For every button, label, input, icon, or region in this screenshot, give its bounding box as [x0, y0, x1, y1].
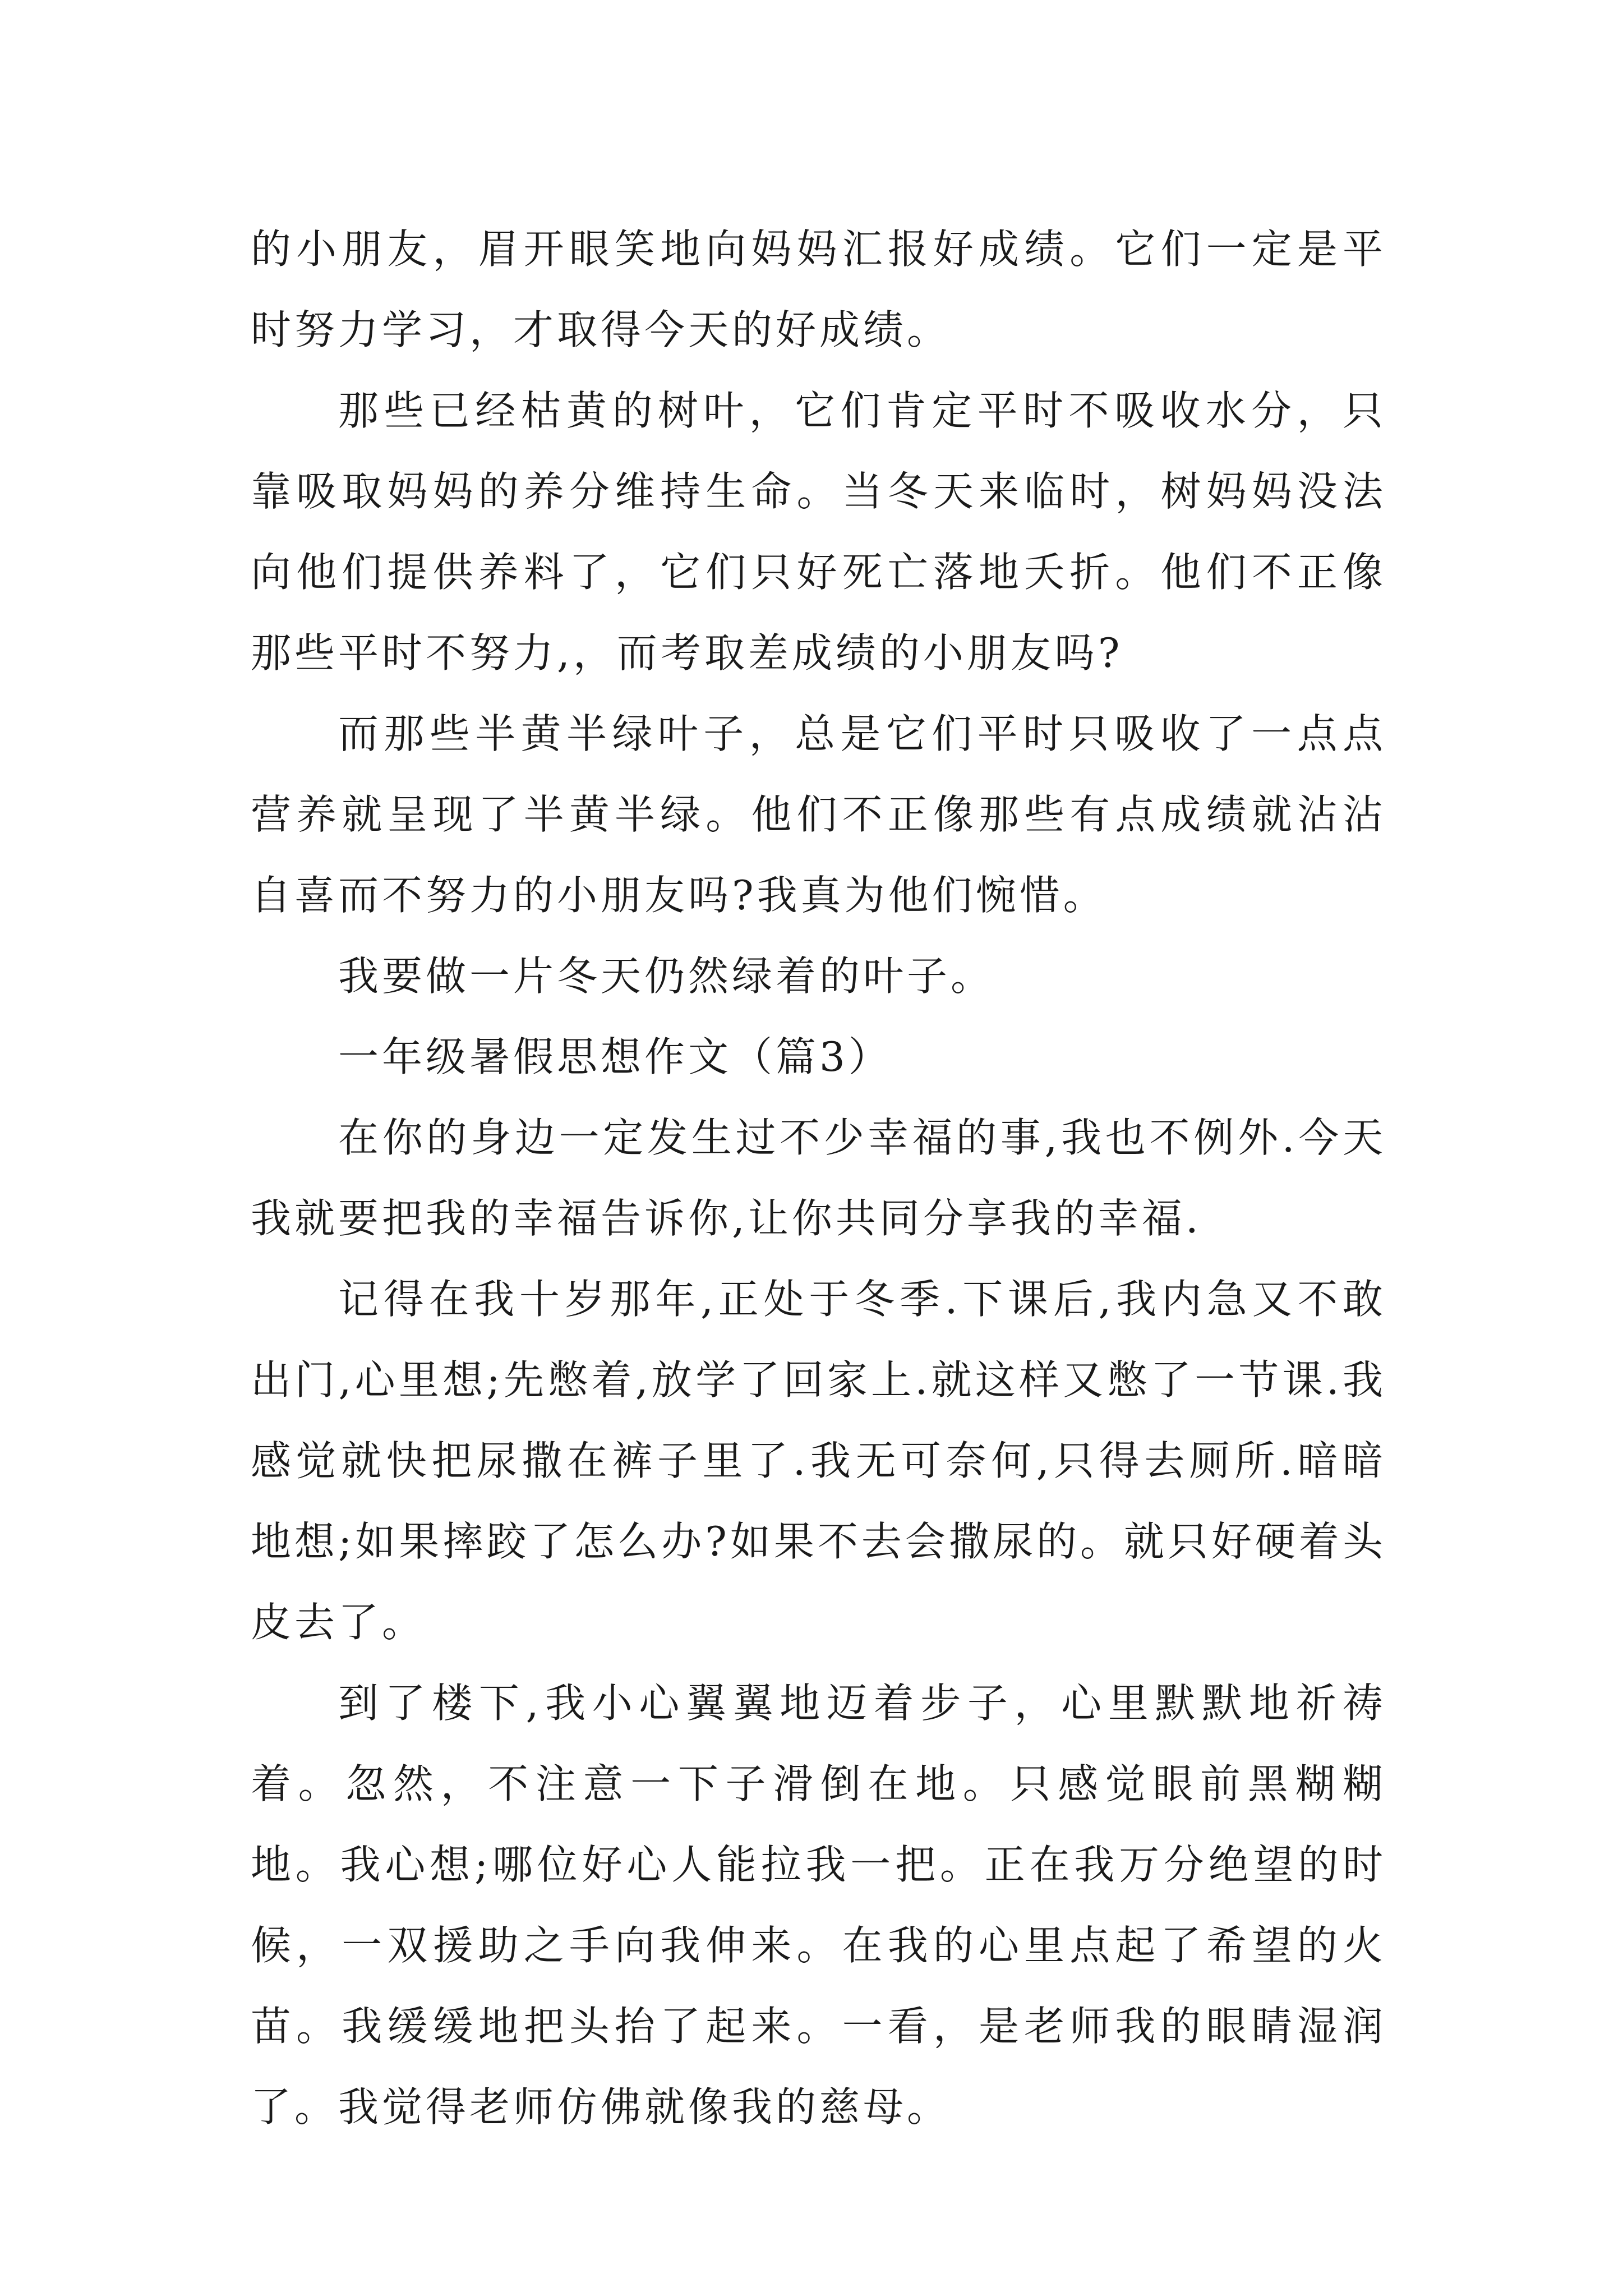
paragraph-2: 那些已经枯黄的树叶，它们肯定平时不吸收水分，只靠吸取妈妈的养分维持生命。当冬天来临时，树妈妈没法向他们提供养料了，它们只好死亡落地夭折。他们不正像那些平时不努力,，而考取差成绩的小朋友吗? [251, 387, 1386, 677]
document-body [251, 209, 1386, 2147]
section-heading: 一年级暑假思想作文（篇3） [338, 1033, 892, 1080]
paragraph-7: 记得在我十岁那年,正处于冬季.下课后,我内急又不敢出门,心里想;先憋着,放学了回家上.就这样又憋了一节课.我感觉就快把尿撒在裤子里了.我无可奈何,只得去厕所.暗暗地想;如果摔跤了怎么办?如果不去会撒尿的。就只好硬着头皮去了。 [251, 1276, 1386, 1646]
paragraph-4: 我要做一片冬天仍然绿着的叶子。 [338, 953, 995, 1000]
paragraph-3: 而那些半黄半绿叶子，总是它们平时只吸收了一点点营养就呈现了半黄半绿。他们不正像那些有点成绩就沾沾自喜而不努力的小朋友吗?我真为他们惋惜。 [251, 710, 1386, 919]
paragraph-8: 到了楼下,我小心翼翼地迈着步子，心里默默地祈祷着。忽然，不注意一下子滑倒在地。只感觉眼前黑糊糊地。我心想;哪位好心人能拉我一把。正在我万分绝望的时候，一双援助之手向我伸来。在我的心里点起了希望的火苗。我缓缓地把头抬了起来。一看，是老师我的眼睛湿润了。我觉得老师仿佛就像我的慈母。 [251, 1680, 1386, 2131]
paragraph-6: 在你的身边一定发生过不少幸福的事,我也不例外.今天我就要把我的幸福告诉你,让你共同分享我的幸福. [251, 1114, 1386, 1242]
paragraph-1: 的小朋友，眉开眼笑地向妈妈汇报好成绩。它们一定是平时努力学习，才取得今天的好成绩。 [251, 226, 1386, 353]
